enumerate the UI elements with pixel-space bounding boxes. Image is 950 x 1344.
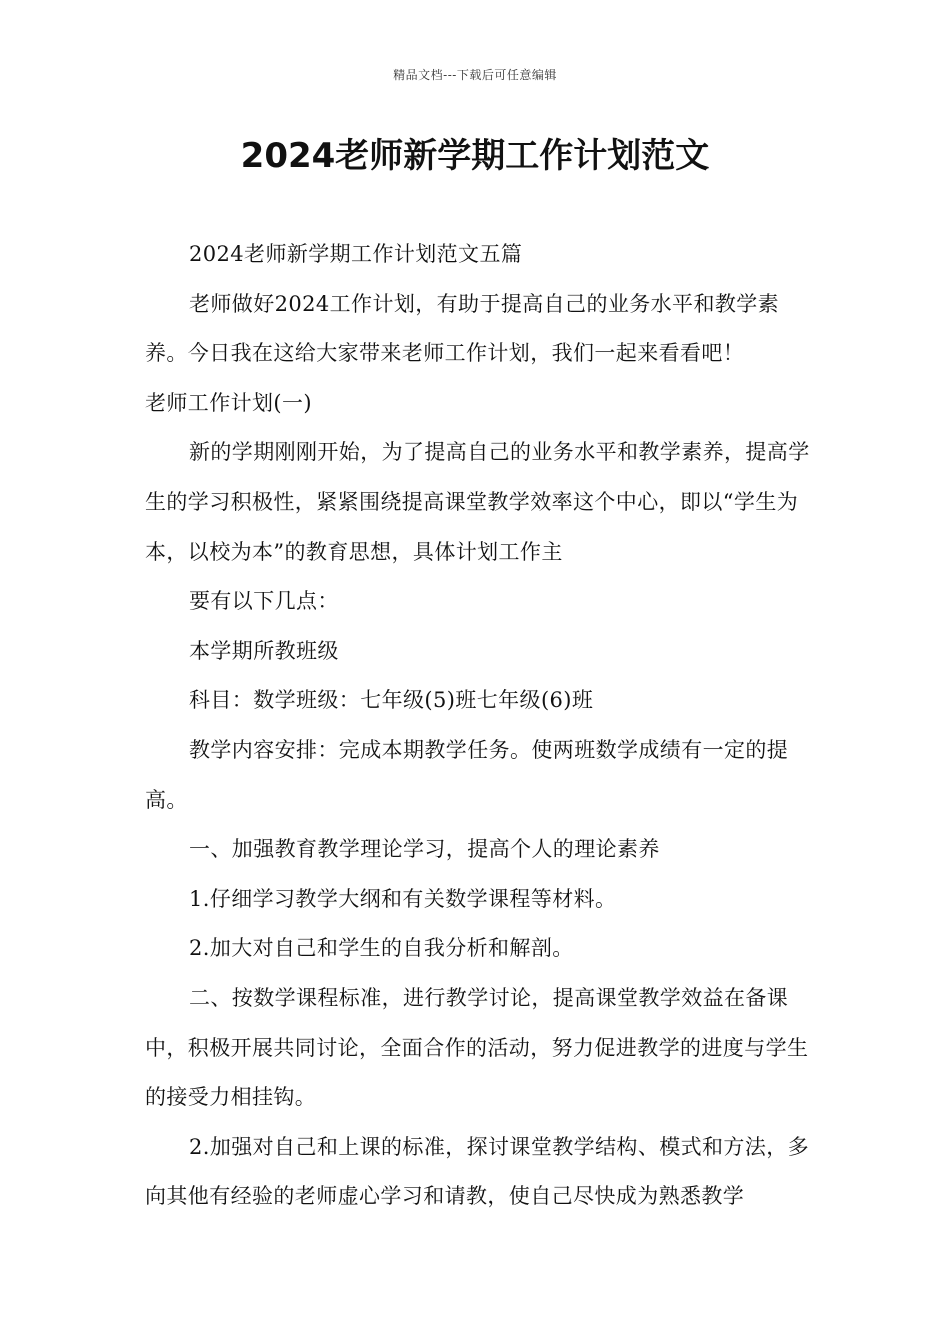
paragraph: 要有以下几点：	[189, 589, 339, 614]
paragraph-intro: 老师做好2024工作计划，有助于提高自己的业务水平和教学素养。今日我在这给大家带来老师工作计划，我们一起来看看吧！	[145, 291, 780, 366]
page-title: 2024老师新学期工作计划范文	[240, 136, 710, 176]
section-heading-plan-1: 老师工作计划(一)	[145, 390, 312, 415]
list-item: 2.加强对自己和上课的标准，探讨课堂教学结构、模式和方法，多向其他有经验的老师虚心学习和请教，使自己尽快成为熟悉教学	[145, 1134, 810, 1209]
document-body	[145, 230, 815, 1222]
list-item: 2.加大对自己和学生的自我分析和解剖。	[189, 936, 574, 961]
paragraph: 科目：数学班级：七年级(5)班七年级(6)班	[189, 688, 594, 713]
header-note: 精品文档---下载后可任意编辑	[393, 68, 557, 82]
paragraph: 新的学期刚刚开始，为了提高自己的业务水平和教学素养，提高学生的学习积极性，紧紧围绕提高课堂教学效率这个中心，即以“学生为本，以校为本”的教育思想，具体计划工作主	[145, 440, 810, 564]
paragraph: 本学期所教班级	[189, 638, 339, 663]
list-item: 1.仔细学习教学大纲和有关数学课程等材料。	[189, 886, 617, 911]
paragraph: 教学内容安排：完成本期教学任务。使两班数学成绩有一定的提高。	[145, 737, 789, 812]
section-heading: 二、按数学课程标准，进行教学讨论，提高课堂教学效益在备课中，积极开展共同讨论，全面合作的活动，努力促进教学的进度与学生的接受力相挂钩。	[145, 985, 809, 1110]
paragraph-subtitle: 2024老师新学期工作计划范文五篇	[189, 242, 523, 266]
section-heading: 一、加强教育教学理论学习，提高个人的理论素养	[189, 837, 660, 862]
